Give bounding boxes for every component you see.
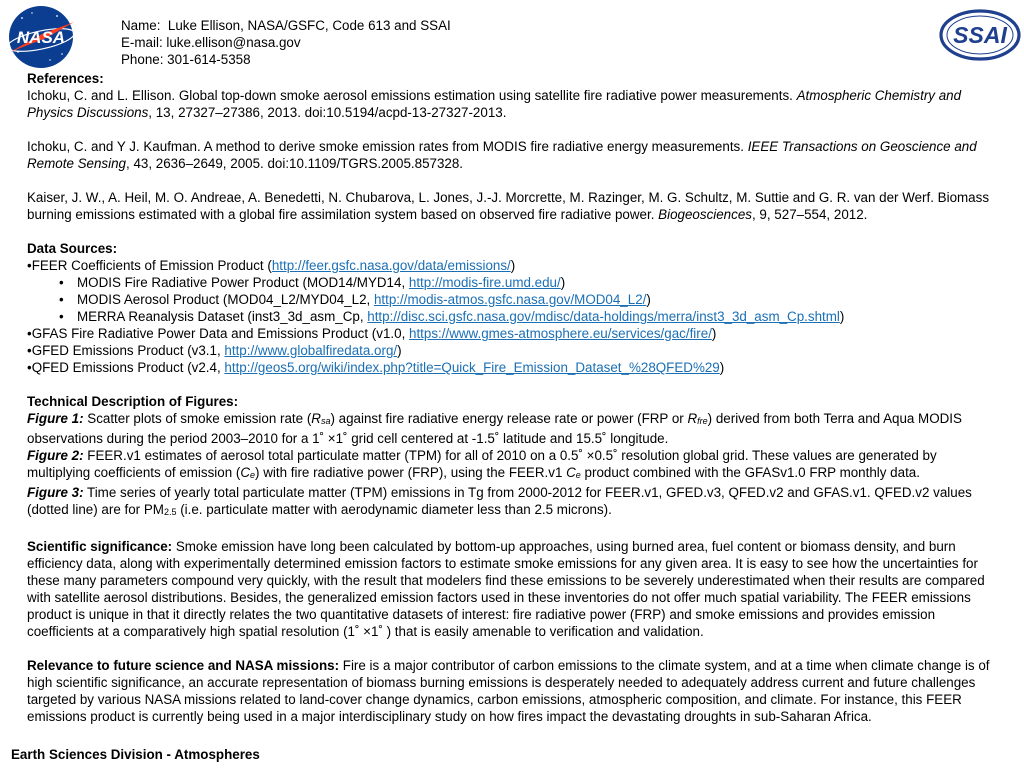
subscript: 2.5 bbox=[163, 507, 177, 517]
figure-text: Scatter plots of smoke emission rate ( bbox=[83, 411, 312, 426]
scientific-significance bbox=[27, 538, 999, 640]
section-label: Relevance to future science and NASA missions: bbox=[27, 658, 340, 673]
figure-text: ) against fire radiative energy release rate or power (FRP or bbox=[330, 411, 688, 426]
figure-text: ) derived from both Terra and Aqua MODIS observations during the period 2003–2010 for a 1˚ ×1˚ grid cell centered at -1.5˚ latitude and 15.5˚ longitude. bbox=[27, 411, 962, 446]
figure-3-description bbox=[27, 484, 999, 521]
paren-close: ) bbox=[560, 275, 566, 290]
paren-close: ) bbox=[397, 343, 402, 358]
data-source-label: •GFED Emissions Product (v3.1, bbox=[27, 343, 225, 358]
subscript: sa bbox=[320, 416, 331, 426]
subscript: e bbox=[575, 470, 581, 480]
reference-item bbox=[27, 87, 999, 121]
reference-journal: IEEE Transactions on Geoscience and Remote Sensing bbox=[27, 139, 977, 171]
footer-division: Earth Sciences Division - Atmospheres bbox=[11, 747, 260, 762]
figure-text: (i.e. particulate matter with aerodynamic diameter less than 2.5 microns). bbox=[176, 502, 612, 517]
section-label: Scientific significance: bbox=[27, 539, 173, 554]
section-text: Smoke emission have long been calculated by bottom-up approaches, using burned area, fuel content or biomass density, and burn efficiency data, along with experimentally determined emission factors to estimate smoke emissions for any given area. It is easy to see how the uncertainties for these many parameters compound very quickly, with the result that modelers find these emissions to be severely underestimated when their results are compared with satellite aerosol distributions. Besides, the generalized emission factors used in these inventories do not offer much spatial variability. The FEER emissions product is unique in that it directly relates the two quantitative datasets of interest: fire radiative power (FRP) and smoke emissions and provides emission coefficients at a comparatively high spatial resolution (1˚ ×1˚ ) that is easily amenable to verification and validation. bbox=[27, 539, 985, 639]
modis-fire-link[interactable]: http://modis-fire.umd.edu/ bbox=[408, 275, 561, 290]
reference-journal: Biogeosciences bbox=[658, 207, 752, 222]
data-source-label: MODIS Fire Radiative Power Product (MOD14/MYD14, bbox=[77, 275, 409, 290]
paren-close: ) bbox=[839, 309, 845, 324]
ssai-logo bbox=[938, 8, 1022, 62]
reference-item bbox=[27, 138, 999, 172]
figure-text: FEER.v1 estimates of aerosol total particulate matter (TPM) for all of 2010 on a 0.5˚ ×0.5˚ resolution global grid. These values are generated by multiplying coefficients of emission ( bbox=[27, 448, 937, 480]
bullet: • bbox=[59, 309, 64, 324]
data-source-feer bbox=[27, 257, 999, 274]
tech-description-heading: Technical Description of Figures: bbox=[27, 394, 239, 409]
data-source-label: •QFED Emissions Product (v2.4, bbox=[27, 360, 225, 375]
paren-close: ) bbox=[646, 292, 651, 307]
paren-close: ) bbox=[719, 360, 725, 375]
nasa-logo-text: NASA bbox=[16, 28, 66, 47]
reference-text: Ichoku, C. and L. Ellison. Global top-down smoke aerosol emissions estimation using satellite fire radiative power measurements. bbox=[27, 88, 797, 103]
figure-2-description bbox=[27, 447, 999, 484]
data-sources-heading: Data Sources: bbox=[27, 241, 118, 256]
symbol: C bbox=[566, 465, 576, 480]
modis-aerosol-link[interactable]: http://modis-atmos.gsfc.nasa.gov/MOD04_L2/ bbox=[373, 292, 647, 307]
data-source-label: •FEER Coefficients of Emission Product ( bbox=[27, 258, 272, 273]
contact-email: E-mail: luke.ellison@nasa.gov bbox=[121, 35, 301, 50]
data-source-item bbox=[27, 342, 999, 359]
bullet: • bbox=[59, 292, 64, 307]
symbol: R bbox=[311, 411, 321, 426]
subscript: e bbox=[250, 470, 256, 480]
qfed-link[interactable]: http://geos5.org/wiki/index.php?title=Quick_Fire_Emission_Dataset_%28QFED%29 bbox=[224, 360, 720, 375]
figure-text: ) with fire radiative power (FRP), using the FEER.v1 bbox=[255, 465, 567, 480]
reference-item bbox=[27, 189, 999, 223]
symbol: C bbox=[240, 465, 251, 480]
reference-text: Kaiser, J. W., A. Heil, M. O. Andreae, A. Benedetti, N. Chubarova, L. Jones, J.-J. Morcrette, M. Razinger, M. G. Schultz, M. Suttie and G. R. van der Werf. Biomass burning emissions estimated with a global fire assimilation system based on observed fire radiative power. bbox=[27, 190, 990, 222]
figure-label: Figure 2: bbox=[27, 448, 84, 463]
reference-tail: , 43, 2636–2649, 2005. doi:10.1109/TGRS.2005.857328. bbox=[126, 156, 464, 171]
nasa-logo bbox=[2, 4, 80, 70]
paren-close: ) bbox=[510, 258, 516, 273]
data-source-label: MERRA Reanalysis Dataset (inst3_3d_asm_Cp, bbox=[77, 309, 368, 324]
figure-label: Figure 1: bbox=[27, 411, 84, 426]
relevance-section bbox=[27, 657, 999, 725]
figure-label: Figure 3: bbox=[27, 485, 84, 500]
section-text: Fire is a major contributor of carbon emissions to the climate system, and at a time when climate change is of high scientific significance, an accurate representation of biomass burning emissions is desperately needed to adequately address current and future challenges targeted by various NASA missions related to land-cover change dynamics, carbon emissions, atmospheric composition, and climate. For instance, this FEER emissions product is currently being used in a major interdisciplinary study on how fires impact the devastating droughts in sub-Saharan Africa. bbox=[27, 658, 990, 724]
bullet: • bbox=[59, 275, 64, 290]
figure-text: Time series of yearly total particulate matter (TPM) emissions in Tg from 2000-2012 for FEER.v1, GFED.v3, QFED.v2 and GFAS.v1. QFED.v2 values (dotted line) are for PM bbox=[27, 485, 972, 517]
gfed-link[interactable]: http://www.globalfiredata.org/ bbox=[224, 343, 398, 358]
symbol: R bbox=[687, 411, 698, 426]
reference-text: Ichoku, C. and Y J. Kaufman. A method to derive smoke emission rates from MODIS fire radiative energy measurements. bbox=[27, 139, 748, 154]
data-source-subitem bbox=[27, 291, 999, 308]
data-source-label: MODIS Aerosol Product (MOD04_L2/MYD04_L2, bbox=[77, 292, 374, 307]
reference-journal: Atmospheric Chemistry and Physics Discussions bbox=[27, 88, 962, 120]
data-source-item bbox=[27, 325, 999, 342]
contact-name: Name: Luke Ellison, NASA/GSFC, Code 613 and SSAI bbox=[121, 18, 451, 33]
subscript: fre bbox=[697, 416, 708, 426]
data-source-subitem bbox=[27, 274, 999, 291]
references-heading: References: bbox=[27, 71, 104, 86]
contact-phone: Phone: 301-614-5358 bbox=[121, 52, 251, 67]
figure-1-description bbox=[27, 410, 999, 447]
reference-tail: , 13, 27327–27386, 2013. doi:10.5194/acpd-13-27327-2013. bbox=[148, 105, 507, 120]
figure-text: product combined with the GFASv1.0 FRP monthly data. bbox=[580, 465, 920, 480]
data-source-subitem bbox=[27, 308, 999, 325]
reference-tail: , 9, 527–554, 2012. bbox=[751, 207, 868, 222]
gfas-link[interactable]: https://www.gmes-atmosphere.eu/services/gac/fire/ bbox=[409, 326, 712, 341]
feer-link[interactable]: http://feer.gsfc.nasa.gov/data/emissions/ bbox=[271, 258, 511, 273]
data-source-label: •GFAS Fire Radiative Power Data and Emissions Product (v1.0, bbox=[27, 326, 410, 341]
paren-close: ) bbox=[711, 326, 717, 341]
contact-info bbox=[121, 17, 451, 68]
main-content bbox=[27, 70, 999, 725]
ssai-logo-text: SSAI bbox=[953, 22, 1007, 48]
merra-link[interactable]: http://disc.sci.gsfc.nasa.gov/mdisc/data-holdings/merra/inst3_3d_asm_Cp.shtml bbox=[367, 309, 840, 324]
data-source-item bbox=[27, 359, 999, 376]
